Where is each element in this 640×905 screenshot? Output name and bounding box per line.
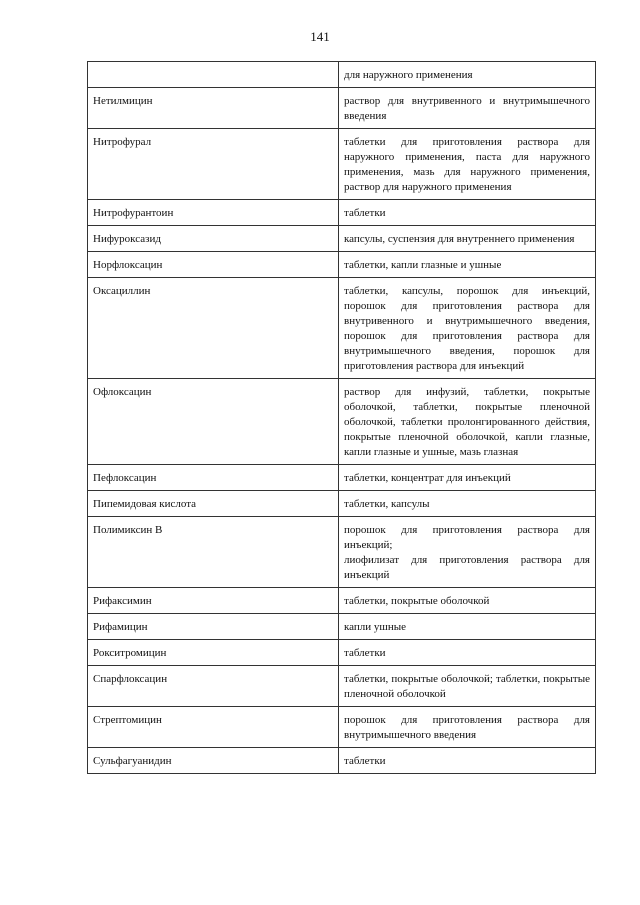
dosage-form-text: порошок для приготовления раствора для инъекций; <box>344 524 590 551</box>
table-row <box>88 129 596 200</box>
table-row <box>88 252 596 278</box>
drug-name-cell: Нифуроксазид <box>88 226 339 252</box>
table-row <box>88 707 596 748</box>
table-row <box>88 640 596 666</box>
dosage-form-text: таблетки для приготовления раствора для наружного применения, паста для наружного применения, мазь для наружного применения, раствор для наружного применения <box>344 136 590 193</box>
dosage-form-text: порошок для приготовления раствора для внутримышечного введения <box>344 714 590 741</box>
table-row <box>88 465 596 491</box>
dosage-form-cell <box>339 62 596 88</box>
drug-name-cell: Офлоксацин <box>88 379 339 465</box>
dosage-form-text: таблетки, покрытые оболочкой; таблетки, покрытые пленочной оболочкой <box>344 673 590 700</box>
table-row <box>88 614 596 640</box>
drug-name-cell: Рокситромицин <box>88 640 339 666</box>
dosage-form-cell <box>339 666 596 707</box>
dosage-form-text: раствор для внутривенного и внутримышечного введения <box>344 95 590 122</box>
drug-forms-table-body <box>88 62 596 774</box>
dosage-form-text: капли ушные <box>344 621 407 633</box>
drug-name-cell: Пефлоксацин <box>88 465 339 491</box>
dosage-form-text: таблетки <box>344 207 386 219</box>
dosage-form-cell <box>339 252 596 278</box>
dosage-form-cell <box>339 200 596 226</box>
table-row <box>88 62 596 88</box>
dosage-form-text: капсулы, суспензия для внутреннего применения <box>344 233 575 245</box>
drug-name-cell: Рифамицин <box>88 614 339 640</box>
dosage-form-text: лиофилизат для приготовления раствора для инъекций <box>344 554 590 581</box>
drug-name-cell: Спарфлоксацин <box>88 666 339 707</box>
drug-name-cell: Нетилмицин <box>88 88 339 129</box>
drug-name-cell: Полимиксин В <box>88 517 339 588</box>
drug-name-cell: Стрептомицин <box>88 707 339 748</box>
dosage-form-cell <box>339 491 596 517</box>
table-row <box>88 379 596 465</box>
dosage-form-cell <box>339 588 596 614</box>
drug-name-cell: Нитрофурантоин <box>88 200 339 226</box>
drug-name-cell: Пипемидовая кислота <box>88 491 339 517</box>
dosage-form-cell <box>339 129 596 200</box>
dosage-form-text: таблетки <box>344 755 386 767</box>
dosage-form-cell <box>339 640 596 666</box>
table-row <box>88 588 596 614</box>
dosage-form-text: таблетки, капли глазные и ушные <box>344 259 502 271</box>
table-row <box>88 666 596 707</box>
table-row <box>88 748 596 774</box>
drug-forms-table <box>87 61 596 774</box>
dosage-form-cell <box>339 88 596 129</box>
dosage-form-text: таблетки, капсулы <box>344 498 430 510</box>
drug-name-cell: Рифаксимин <box>88 588 339 614</box>
table-row <box>88 88 596 129</box>
drug-name-cell: Сульфагуанидин <box>88 748 339 774</box>
dosage-form-text: таблетки, концентрат для инъекций <box>344 472 511 484</box>
drug-name-cell: Норфлоксацин <box>88 252 339 278</box>
drug-name-cell <box>88 62 339 88</box>
page-number: 141 <box>310 29 330 44</box>
dosage-form-cell <box>339 614 596 640</box>
dosage-form-cell <box>339 517 596 588</box>
table-row <box>88 517 596 588</box>
table-row <box>88 278 596 379</box>
dosage-form-cell <box>339 748 596 774</box>
dosage-form-cell <box>339 278 596 379</box>
dosage-form-cell <box>339 707 596 748</box>
dosage-form-text: таблетки <box>344 647 386 659</box>
drug-name-cell: Оксациллин <box>88 278 339 379</box>
table-row <box>88 226 596 252</box>
drug-name-cell: Нитрофурал <box>88 129 339 200</box>
dosage-form-cell <box>339 226 596 252</box>
dosage-form-cell <box>339 465 596 491</box>
dosage-form-text: таблетки, капсулы, порошок для инъекций, порошок для приготовления раствора для внутривенного и внутримышечного введения, порошок для приготовления раствора для внутримышечного введения, порошок для приготовления раствора для инъекций <box>344 285 590 372</box>
dosage-form-text: для наружного применения <box>344 69 473 81</box>
dosage-form-cell <box>339 379 596 465</box>
dosage-form-text: таблетки, покрытые оболочкой <box>344 595 490 607</box>
table-row <box>88 491 596 517</box>
dosage-form-text: раствор для инфузий, таблетки, покрытые оболочкой, таблетки, покрытые пленочной оболочкой, таблетки пролонгированного действия, покрытые пленочной оболочкой, капли глазные, капли глазные и ушные, мазь глазная <box>344 386 590 458</box>
table-row <box>88 200 596 226</box>
